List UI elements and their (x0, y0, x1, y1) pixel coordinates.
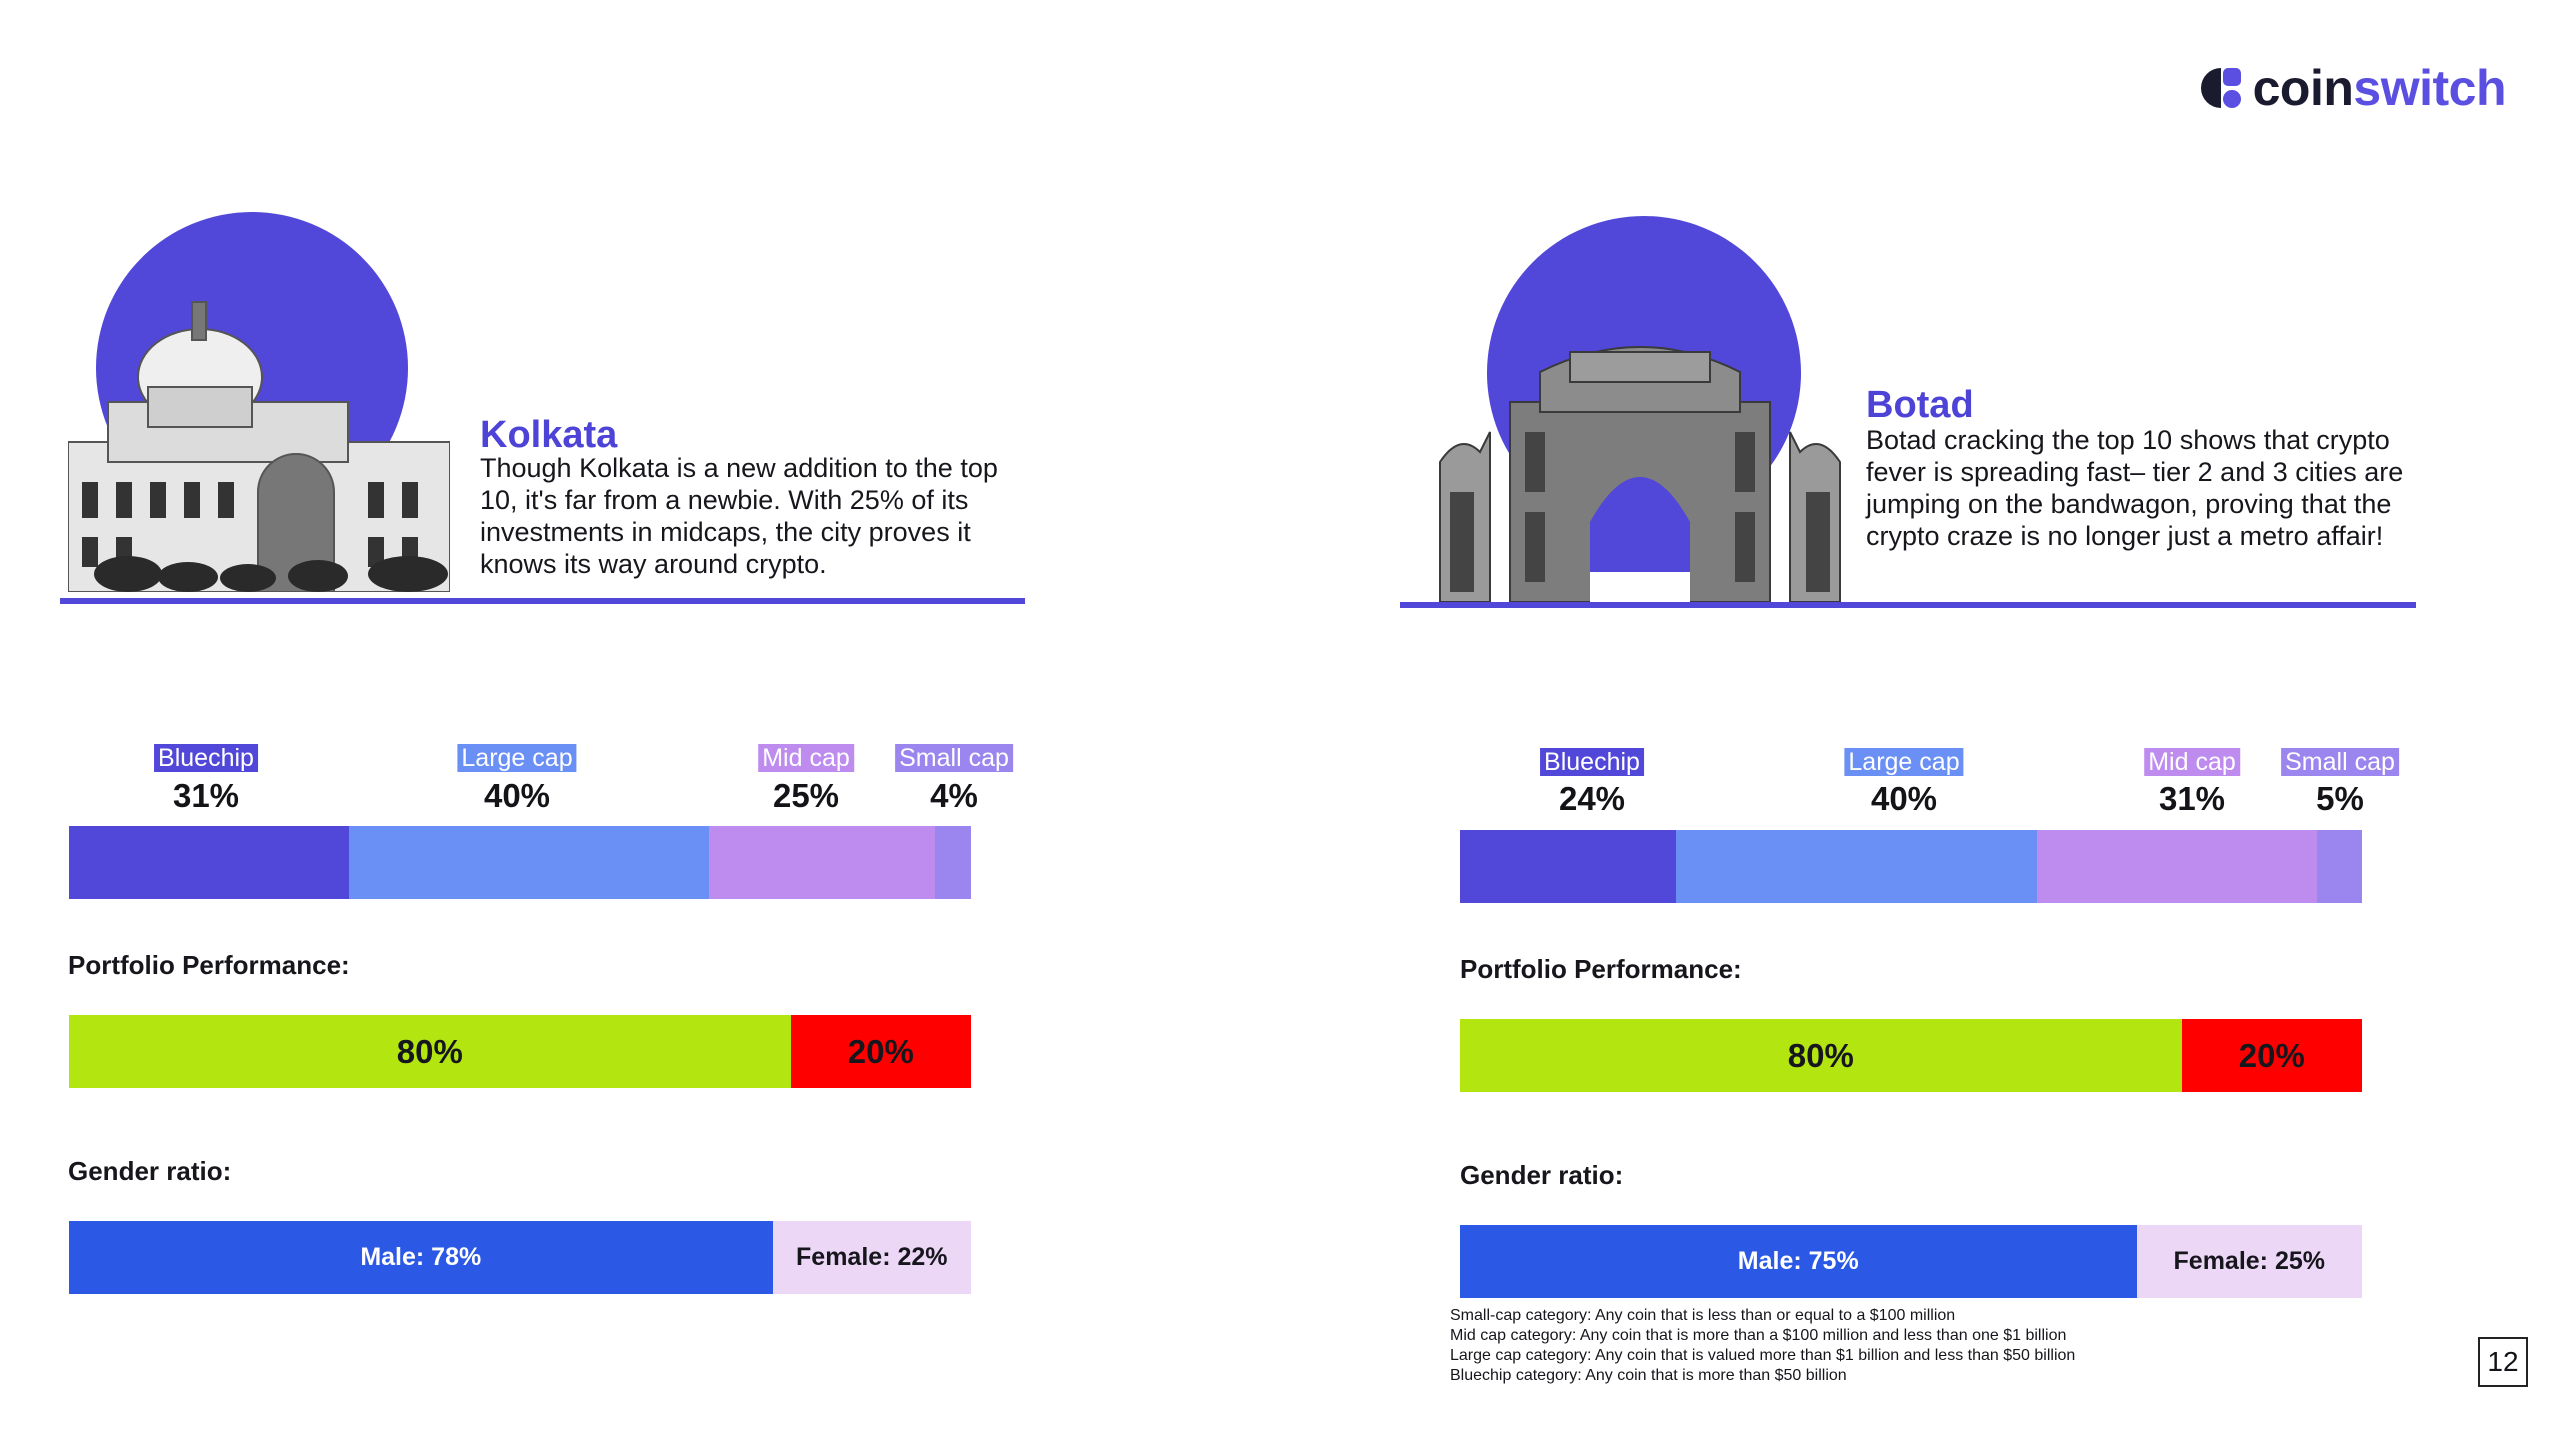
cap-value-large-cap: 40% (1870, 780, 1938, 817)
footnote-large-cap: Large cap category: Any coin that is valued more than $1 billion and less than $50 billion (1450, 1347, 2076, 1364)
cap-value-bluechip: 24% (1558, 780, 1626, 817)
footnote-mid-cap: Mid cap category: Any coin that is more than a $100 million and less than one $1 billion (1450, 1327, 2067, 1344)
page-number: 12 (2478, 1337, 2528, 1387)
coinswitch-logo (2199, 58, 2506, 118)
bar-segment-bluechip (69, 826, 349, 899)
cap-value-mid-cap: 31% (2158, 780, 2226, 817)
city-description: Botad cracking the top 10 shows that crypto fever is spreading fast– tier 2 and 3 cities are jumping on the bandwagon, proving that the crypto craze is no longer just a metro affair! (1866, 425, 2404, 551)
cap-label-mid-cap: Mid cap (758, 744, 854, 772)
botad-temple-gate-image (1420, 342, 1860, 602)
market-cap-stacked-bar (69, 826, 971, 899)
cap-value-large-cap: 40% (483, 777, 551, 814)
cap-label-bluechip: Bluechip (1540, 748, 1644, 776)
bar-segment-male: Male: 75% (1460, 1225, 2137, 1298)
cap-label-mid-cap: Mid cap (2144, 748, 2240, 776)
cap-value-small-cap: 4% (930, 777, 978, 814)
city-title: Botad (1866, 384, 1974, 426)
cap-label-bluechip: Bluechip (154, 744, 258, 772)
wordmark-coin: coin (2252, 60, 2354, 116)
bar-segment-male: Male: 78% (69, 1221, 773, 1294)
portfolio-performance-bar (1460, 1019, 2362, 1092)
bar-segment-mid-cap (709, 826, 935, 899)
cap-value-small-cap: 5% (2316, 780, 2364, 817)
bar-segment-female: Female: 25% (2137, 1225, 2363, 1298)
victoria-memorial-image (68, 292, 450, 592)
coinswitch-wordmark (2252, 60, 2506, 116)
footnote-bluechip: Bluechip category: Any coin that is more than $50 billion (1450, 1367, 1847, 1384)
cap-value-mid-cap: 25% (772, 777, 840, 814)
section-underline (60, 598, 1025, 604)
cap-label-small-cap: Small cap (2281, 748, 2399, 776)
cap-label-large-cap: Large cap (1844, 748, 1963, 776)
section-underline (1400, 602, 2416, 608)
bar-segment-profit: 80% (69, 1015, 791, 1088)
portfolio-performance-label: Portfolio Performance: (68, 950, 350, 980)
gender-ratio-label: Gender ratio: (1460, 1160, 1624, 1190)
gender-ratio-bar (1460, 1225, 2362, 1298)
bar-segment-large-cap (349, 826, 710, 899)
market-cap-stacked-bar (1460, 830, 2362, 903)
gender-ratio-label: Gender ratio: (68, 1156, 232, 1186)
portfolio-performance-label: Portfolio Performance: (1460, 954, 1742, 984)
bar-segment-small-cap (2317, 830, 2362, 903)
bar-segment-large-cap (1676, 830, 2037, 903)
bar-segment-small-cap (935, 826, 971, 899)
coinswitch-logo-icon (2199, 66, 2243, 110)
cap-value-bluechip: 31% (172, 777, 240, 814)
gender-ratio-bar (69, 1221, 971, 1294)
portfolio-performance-bar (69, 1015, 971, 1088)
bar-segment-mid-cap (2037, 830, 2317, 903)
city-title: Kolkata (480, 414, 618, 456)
cap-label-large-cap: Large cap (457, 744, 576, 772)
footnotes (1450, 1306, 2075, 1386)
bar-segment-female: Female: 22% (773, 1221, 971, 1294)
bar-segment-loss: 20% (2182, 1019, 2362, 1092)
bar-segment-loss: 20% (791, 1015, 971, 1088)
cap-label-small-cap: Small cap (895, 744, 1013, 772)
bar-segment-bluechip (1460, 830, 1676, 903)
city-description: Though Kolkata is a new addition to the top 10, it's far from a newbie. With 25% of its investments in midcaps, the city proves it knows its way around crypto. (480, 453, 998, 579)
bar-segment-profit: 80% (1460, 1019, 2182, 1092)
footnote-small-cap: Small-cap category: Any coin that is less than or equal to a $100 million (1450, 1307, 1956, 1324)
wordmark-switch: switch (2353, 60, 2506, 116)
